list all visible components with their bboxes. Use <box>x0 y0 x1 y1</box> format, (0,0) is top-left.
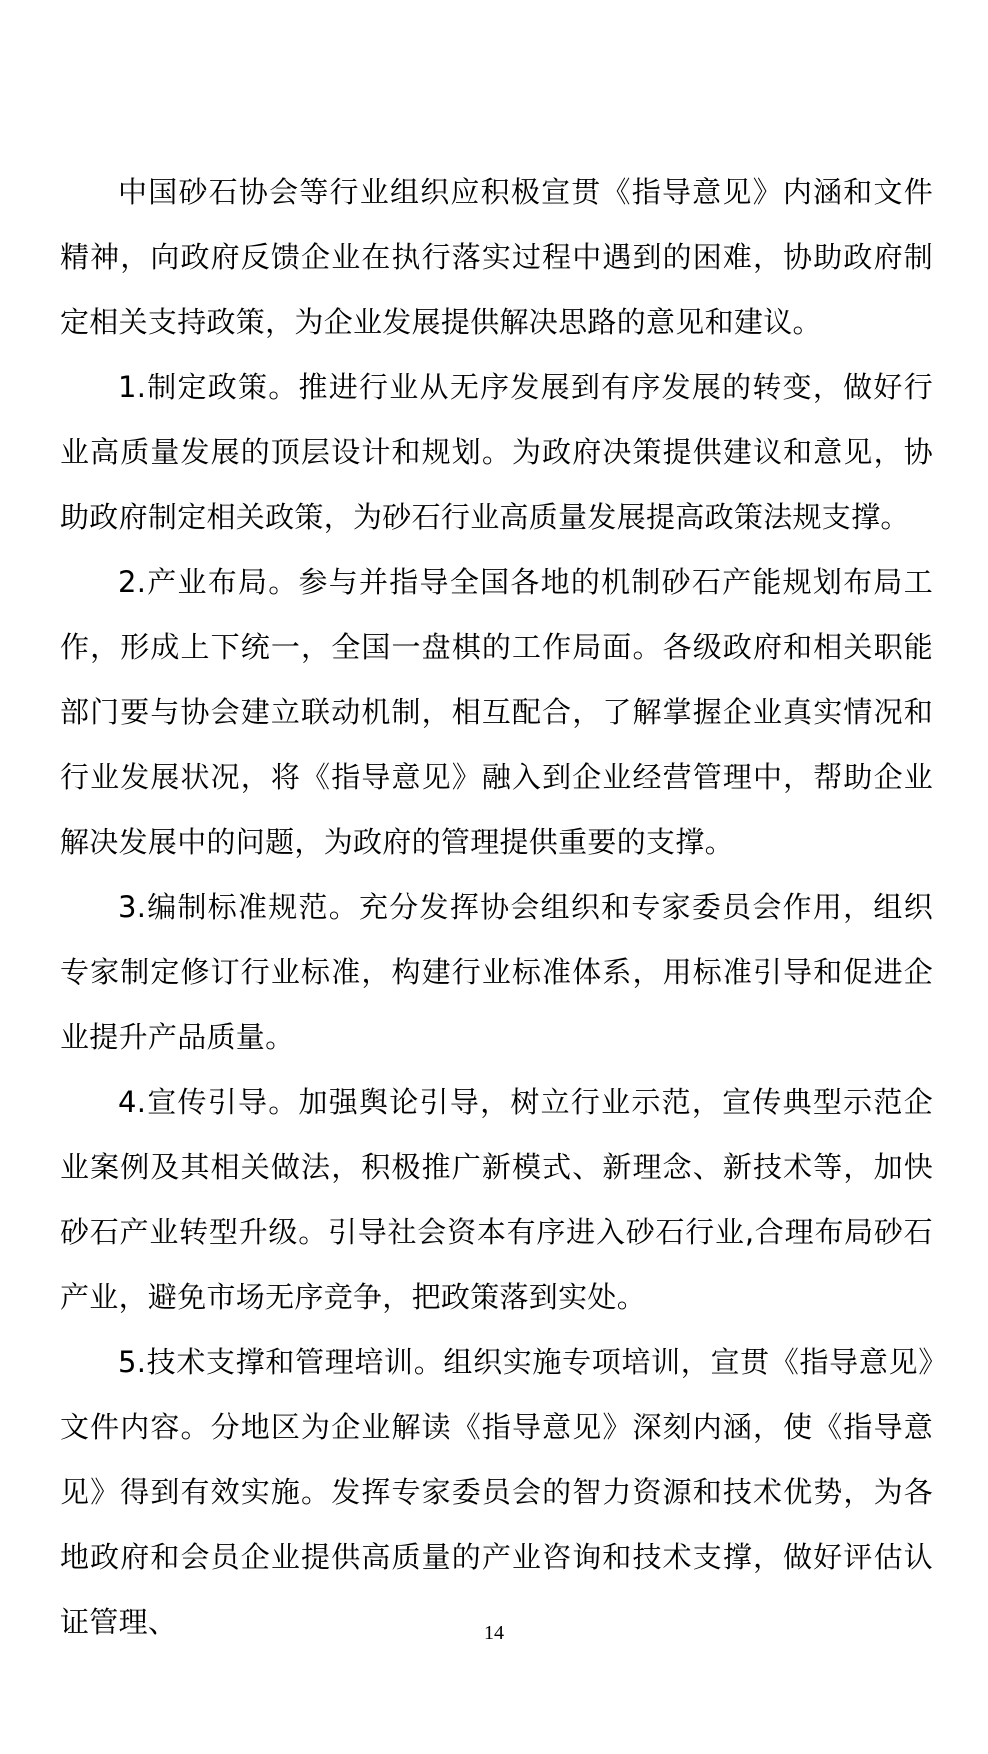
paragraph-standards: 3.编制标准规范。充分发挥协会组织和专家委员会作用，组织专家制定修订行业标准，构建行业标准体系，用标准引导和促进企业提升产品质量。 <box>60 890 933 1054</box>
page-number: 14 <box>484 1622 504 1644</box>
paragraph-publicity: 4.宣传引导。加强舆论引导，树立行业示范，宣传典型示范企业案例及其相关做法，积极推广新模式、新理念、新技术等，加快砂石产业转型升级。引导社会资本有序进入砂石行业,合理布局砂石产业，避免市场无序竞争，把政策落到实处。 <box>60 1085 933 1314</box>
paragraph-intro: 中国砂石协会等行业组织应积极宣贯《指导意见》内涵和文件精神，向政府反馈企业在执行落实过程中遇到的困难，协助政府制定相关支持政策，为企业发展提供解决思路的意见和建议。 <box>60 175 933 339</box>
paragraph-policy: 1.制定政策。推进行业从无序发展到有序发展的转变，做好行业高质量发展的顶层设计和规划。为政府决策提供建议和意见，协助政府制定相关政策，为砂石行业高质量发展提高政策法规支撑。 <box>60 370 933 534</box>
paragraph-technical-support: 5.技术支撑和管理培训。组织实施专项培训，宣贯《指导意见》文件内容。分地区为企业解读《指导意见》深刻内涵，使《指导意见》得到有效实施。发挥专家委员会的智力资源和技术优势，为各地政府和会员企业提供高质量的产业咨询和技术支撑，做好评估认证管理、 <box>60 1345 933 1639</box>
paragraph-industry-layout: 2.产业布局。参与并指导全国各地的机制砂石产能规划布局工作，形成上下统一，全国一盘棋的工作局面。各级政府和相关职能部门要与协会建立联动机制，相互配合，了解掌握企业真实情况和行业发展状况，将《指导意见》融入到企业经营管理中，帮助企业解决发展中的问题，为政府的管理提供重要的支撑。 <box>60 565 933 859</box>
document-body <box>60 160 933 1655</box>
